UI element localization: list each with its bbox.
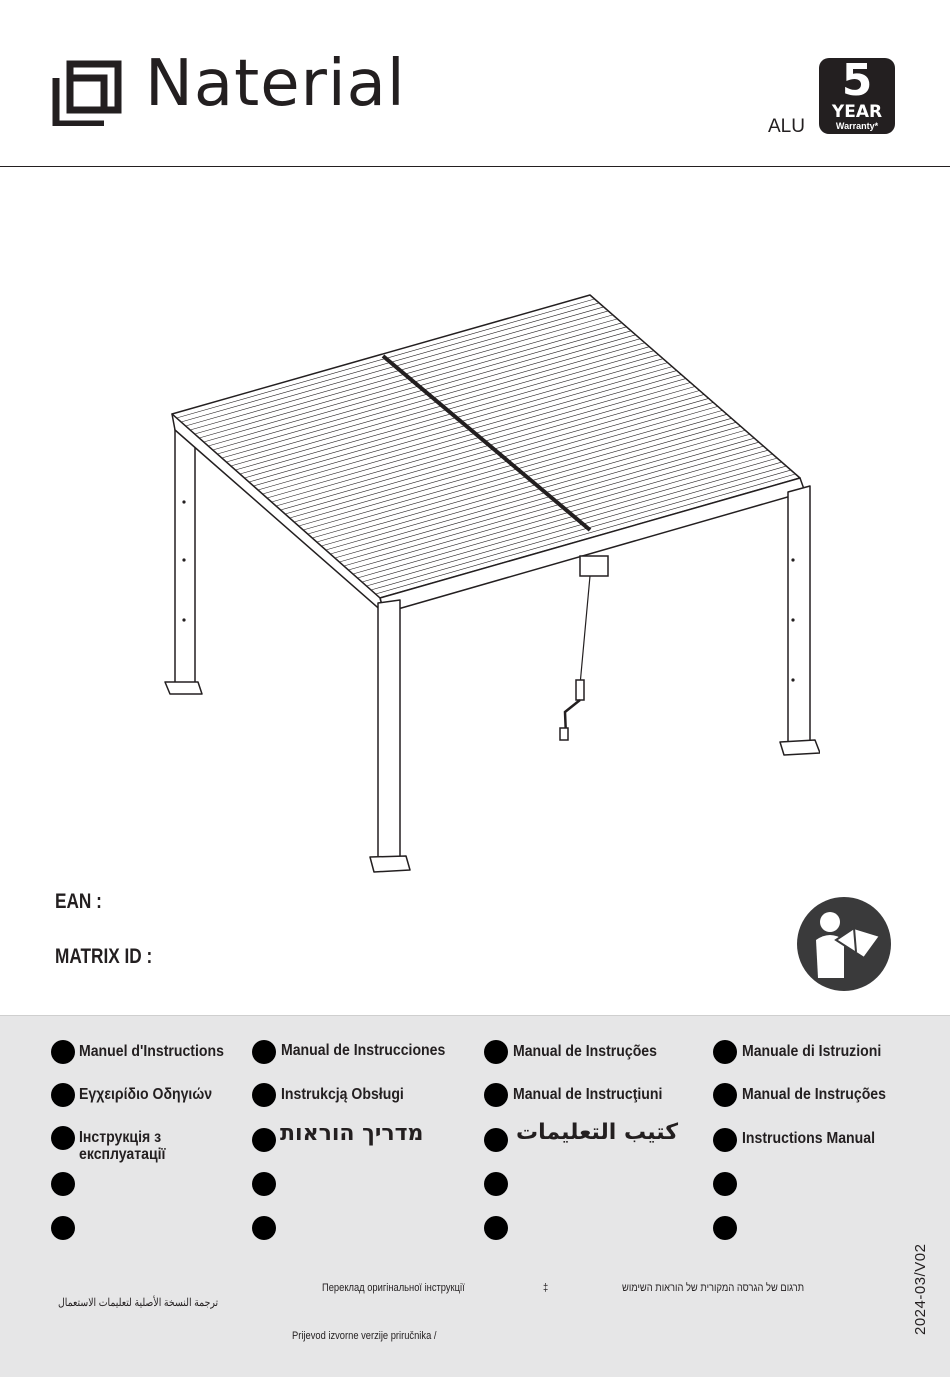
lang-fr: Manuel d'Instructions (79, 1043, 224, 1060)
lang-he: מדריך הוראות (280, 1121, 424, 1146)
note-arabic: ترجمة النسخة الأصلية لتعليمات الاستعمال (58, 1297, 219, 1309)
lang-dot (713, 1083, 737, 1107)
naterial-logo-icon (52, 58, 122, 126)
lang-dot (484, 1216, 508, 1240)
lang-dot (51, 1040, 75, 1064)
lang-dot (484, 1040, 508, 1064)
lang-el: Εγχειρίδιο Οδηγιών (79, 1086, 213, 1103)
pergola-illustration (150, 285, 820, 875)
warranty-sub-label: Warranty* (835, 121, 879, 131)
lang-ar: كتيب التعليمات (516, 1120, 678, 1145)
lang-dot (51, 1172, 75, 1196)
language-panel (0, 1015, 950, 1377)
document-version: 2024-03/V02 (912, 1243, 929, 1335)
lang-pt-2: Manual de Instruções (742, 1086, 886, 1103)
lang-dot (51, 1126, 75, 1150)
note-hebrew: תרגום של הגרסה המקורית של הוראות השימוש (622, 1282, 805, 1294)
lang-dot (252, 1216, 276, 1240)
lang-uk: Інструкція з (79, 1129, 162, 1146)
lang-uk-line2: експлуатації (79, 1146, 166, 1163)
lang-es: Manual de Instrucciones (281, 1042, 446, 1059)
lang-dot (484, 1083, 508, 1107)
ean-label: EAN : (55, 890, 102, 913)
matrix-id-label: MATRIX ID : (55, 945, 153, 968)
lang-ro: Manual de Instrucţiuni (513, 1086, 663, 1103)
lang-dot (713, 1172, 737, 1196)
lang-pt: Manual de Instruções (513, 1043, 657, 1060)
lang-it: Manuale di Istruzioni (742, 1043, 882, 1060)
lang-dot (713, 1040, 737, 1064)
warranty-year-label: YEAR (831, 102, 883, 122)
lang-dot (252, 1172, 276, 1196)
warranty-badge (819, 55, 895, 134)
material-label: ALU (768, 116, 805, 137)
warranty-years: 5 (841, 55, 873, 106)
lang-dot (484, 1172, 508, 1196)
brand-name: Naterial (145, 47, 406, 121)
lang-dot (713, 1128, 737, 1152)
lang-dot (252, 1040, 276, 1064)
note-mark: ‡ (543, 1282, 549, 1294)
lang-dot (51, 1216, 75, 1240)
lang-dot (252, 1128, 276, 1152)
lang-dot (484, 1128, 508, 1152)
lang-dot (51, 1083, 75, 1107)
read-manual-icon (796, 896, 892, 992)
lang-pl: Instrukcją Obsługi (281, 1086, 404, 1103)
note-ukrainian: Переклад оригінальної інструкції (322, 1282, 465, 1294)
lang-dot (252, 1083, 276, 1107)
header (0, 0, 950, 167)
lang-dot (713, 1216, 737, 1240)
note-croatian: Prijevod izvorne verzije priručnika / (292, 1330, 437, 1342)
lang-en: Instructions Manual (742, 1130, 875, 1147)
